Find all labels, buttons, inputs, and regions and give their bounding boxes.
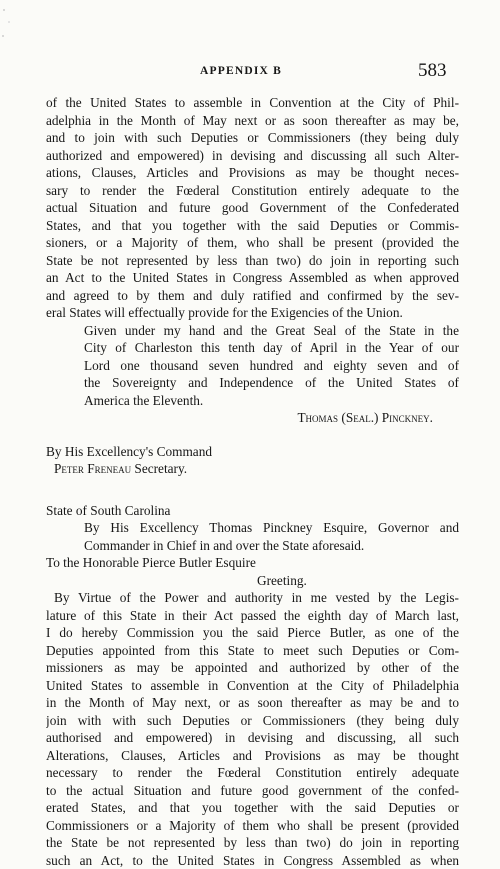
text-line: Lord one thousand seven hundred and eighty seven and of bbox=[84, 357, 459, 375]
addressee: To the Honorable Pierce Butler Esquire bbox=[46, 554, 459, 572]
text-line: ations, Clauses, Articles and Provisions as may be thought neces- bbox=[46, 164, 459, 182]
text-line: State be not represented by less than two) do join in reporting such bbox=[46, 252, 459, 270]
text-line: Alterations, Clauses, Articles and Provisions as may be thought bbox=[46, 747, 459, 765]
command-line: By His Excellency's Command bbox=[46, 443, 459, 461]
text-line: the State be not represented by less than two) do join in reporting bbox=[46, 834, 459, 852]
page-body bbox=[46, 94, 459, 869]
signature: Thomas (Seal.) Pinckney. bbox=[46, 409, 459, 427]
text-line: to the actual Situation and future good government of the confed- bbox=[46, 782, 459, 800]
text-line: Commissioners or a Majority of them who shall be present (provided bbox=[46, 817, 459, 835]
text-line: such an Act, to the United States in Congress Assembled as when bbox=[46, 852, 459, 869]
text-line: and to join with such Deputies or Commissioners (they being duly bbox=[46, 129, 459, 147]
secretary-title: Secretary. bbox=[131, 461, 187, 476]
state-heading: State of South Carolina bbox=[46, 502, 459, 520]
text-line: Deputies appointed from this State to meet such Deputies or Com- bbox=[46, 642, 459, 660]
text-line: States, and that you together with the said Deputies or Commis- bbox=[46, 217, 459, 235]
text-line: By His Excellency Thomas Pinckney Esquire, Governor and bbox=[84, 519, 459, 537]
text-line: United States to assemble in Convention at the City of Philadelphia bbox=[46, 677, 459, 695]
text-line: missioners as may be appointed and authorized by other of the bbox=[46, 659, 459, 677]
text-line: authorised and empowered) in devising and discussing, all such bbox=[46, 729, 459, 747]
text-line: sary to render the Fœderal Constitution entirely adequate to the bbox=[46, 182, 459, 200]
text-line: join with with such Deputies or Commissioners (they being duly bbox=[46, 712, 459, 730]
secretary-line bbox=[46, 460, 459, 478]
text-line: of the United States to assemble in Convention at the City of Phil- bbox=[46, 94, 459, 112]
text-line: necessary to render the Fœderal Constitution entirely adequate bbox=[46, 764, 459, 782]
text-line: adelphia in the Month of May next or as soon thereafter as may be, bbox=[46, 112, 459, 130]
text-line: sioners, or a Majority of them, who shall be present (provided the bbox=[46, 234, 459, 252]
by-his-excellency-block bbox=[46, 519, 459, 554]
text-line: erated States, and that you together with the said Deputies or bbox=[46, 799, 459, 817]
text-line: Commander in Chief in and over the State aforesaid. bbox=[84, 537, 459, 555]
text-line: lature of this State in their Act passed the eighth day of March last, bbox=[46, 607, 459, 625]
paragraph-1 bbox=[46, 94, 459, 322]
text-line: an Act to the United States in Congress Assembled as when approved bbox=[46, 269, 459, 287]
text-line: America the Eleventh. bbox=[84, 392, 459, 410]
greeting: Greeting. bbox=[46, 572, 459, 590]
text-line: and agreed to by them and duly ratified and confirmed by the sev- bbox=[46, 287, 459, 305]
page-header bbox=[0, 60, 500, 84]
text-line: actual Situation and future good Government of the Confederated bbox=[46, 199, 459, 217]
text-line: eral States will effectually provide for the Exigencies of the Union. bbox=[46, 304, 459, 322]
text-line: in the Month of May next, or as soon thereafter as may be and to bbox=[46, 694, 459, 712]
given-under-hand-block bbox=[46, 322, 459, 410]
page-speckle bbox=[0, 0, 16, 50]
running-head: APPENDIX B bbox=[200, 65, 282, 77]
page-number: 583 bbox=[418, 60, 447, 82]
text-line: Given under my hand and the Great Seal of the State in the bbox=[84, 322, 459, 340]
secretary-name: Peter Freneau bbox=[54, 461, 131, 476]
paragraph-2 bbox=[46, 589, 459, 869]
text-line: authorized and empowered) in devising and discussing all such Alter- bbox=[46, 147, 459, 165]
text-line: I do hereby Commission you the said Pierce Butler, as one of the bbox=[46, 624, 459, 642]
text-line: By Virtue of the Power and authority in me vested by the Legis- bbox=[46, 589, 459, 607]
text-line: City of Charleston this tenth day of April in the Year of our bbox=[84, 339, 459, 357]
text-line: the Sovereignty and Independence of the United States of bbox=[84, 374, 459, 392]
